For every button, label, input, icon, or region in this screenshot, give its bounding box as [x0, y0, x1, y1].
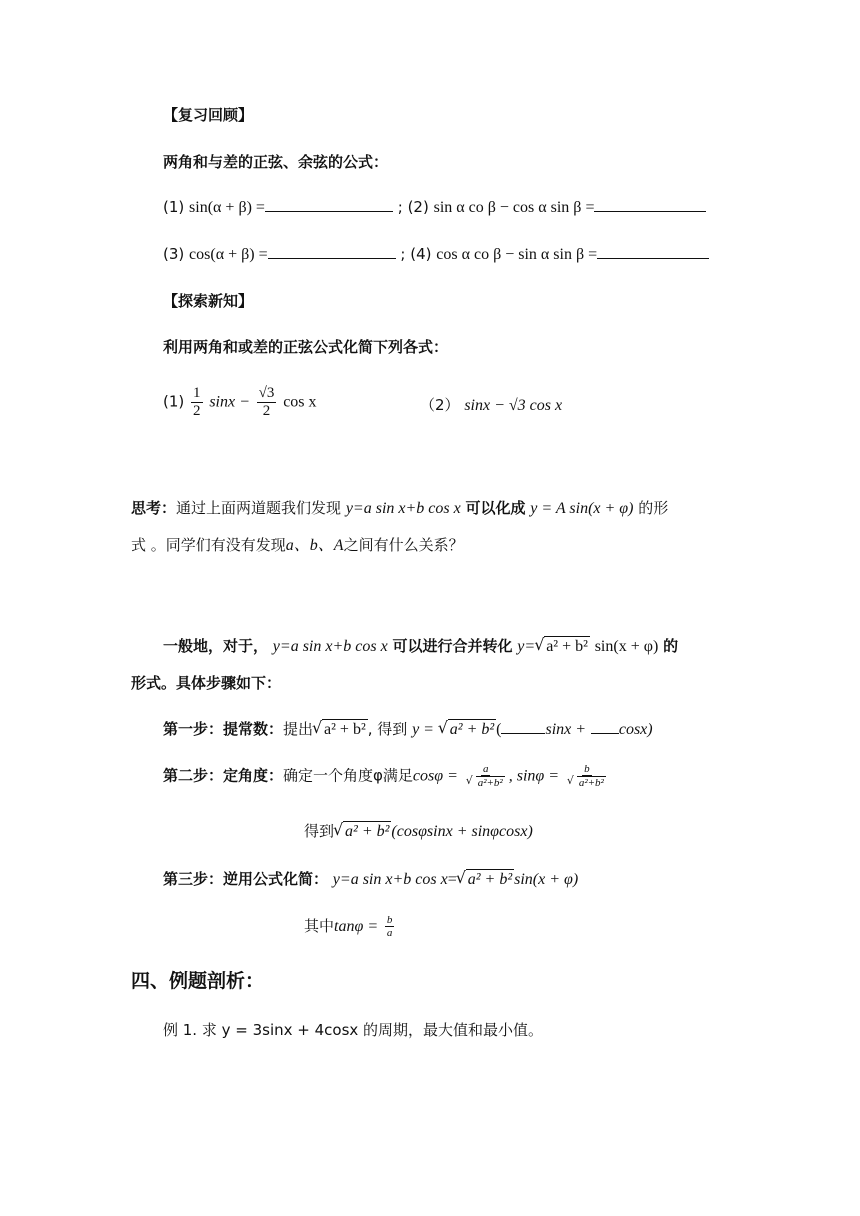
formula-3-expr: cos(α + β) = [189, 246, 268, 263]
review-intro: 两角和与差的正弦、余弦的公式： [163, 153, 389, 171]
sqrt-a2-b2: √ a² + b² [439, 719, 496, 739]
problem-2-label: （2） [420, 396, 460, 414]
general-line-1 [163, 636, 678, 656]
general-expr-2-post: sin(x + φ) [594, 638, 659, 655]
formula-4-blank[interactable] [597, 258, 709, 259]
step-2-result-text: 得到 [304, 822, 335, 840]
fraction-sin: b √ a²+b² [566, 763, 608, 789]
step-3 [163, 869, 578, 889]
formula-2-blank[interactable] [594, 211, 706, 212]
think-text: 可以化成 [465, 499, 526, 517]
problem-1 [163, 385, 317, 419]
think-text: 通过上面两道题我们发现 [176, 499, 342, 517]
step-1-blank-a[interactable] [501, 733, 545, 734]
open-paren: ( [496, 721, 502, 738]
review-heading: 【复习回顾】 [163, 106, 254, 124]
step-2-result [304, 821, 533, 841]
problem-1-end: cos x [283, 393, 317, 411]
step-1-text: 提出 [283, 720, 314, 738]
problem-1-mid: sinx − [209, 393, 250, 411]
step-3-expr-2: sin(x + φ) [514, 871, 579, 888]
think-text: 之间有什么关系？ [343, 536, 464, 554]
step-3-eq: = [447, 871, 457, 888]
general-line-2: 形式。具体步骤如下： [131, 674, 282, 692]
sqrt-a2-b2: √ a² + b² [535, 636, 590, 656]
step-2 [163, 763, 610, 789]
fraction-half: $\frac{1}{2}$ [193, 385, 201, 419]
step-2-sin: , sinφ = [508, 767, 560, 785]
separator: ; [400, 245, 406, 263]
formula-3-blank[interactable] [268, 258, 396, 259]
problem-2 [420, 396, 562, 415]
step-3-label: 第三步：逆用公式化简： [163, 870, 329, 888]
explore-intro: 利用两角和或差的正弦公式化简下列各式： [163, 338, 449, 356]
example-1: 例 1. 求 y = 3sinx + 4cosx 的周期，最大值和最小值。 [163, 1021, 544, 1039]
step-2-text: 确定一个角度φ满足 [283, 766, 413, 785]
think-text: 式 。同学们有没有发现 [131, 536, 286, 554]
step-2-label: 第二步：定角度： [163, 766, 284, 785]
step-2-result-expr: (cosφsinx + sinφcosx) [391, 823, 533, 840]
step-3-tan-text: 其中 [304, 917, 335, 936]
step-1-label: 第一步：提常数： [163, 720, 284, 738]
think-label: 思考： [131, 499, 177, 517]
think-line-1 [131, 499, 668, 518]
sqrt-a2-b2: √ a² + b² [457, 869, 514, 889]
think-line-2 [131, 536, 464, 555]
step-2-cos: cosφ = [412, 767, 458, 785]
step-3-expr: y=a sin x+b cos x [332, 871, 448, 888]
fraction-root3-half: $\frac{√3}{2}$ [258, 385, 275, 419]
step-3-tan [304, 914, 396, 939]
think-text: 的形 [638, 499, 669, 517]
general-text: 一般地，对于， [163, 637, 269, 655]
sqrt-a2-b2: √ a² + b² [313, 719, 368, 739]
sqrt-a2-b2: √ a² + b² [334, 821, 391, 841]
examples-heading: 四、例题剖析： [131, 970, 265, 992]
formula-2-label: (2) [407, 198, 429, 216]
general-expr-2-pre: y= [517, 638, 536, 655]
formula-row-1 [163, 198, 706, 217]
formula-row-2 [163, 245, 709, 264]
formula-2-expr: sin α co β − cos α sin β = [433, 199, 595, 216]
formula-4-expr: cos α co β − sin α sin β = [436, 246, 598, 263]
explore-heading: 【探索新知】 [163, 292, 254, 310]
think-expr-2: y = A sin(x + φ) [530, 500, 634, 517]
step-1-expr: y = [412, 721, 434, 738]
separator: ; [397, 198, 403, 216]
think-expr-1: y=a sin x+b cos x [345, 500, 461, 517]
think-vars: a、b、A [285, 537, 344, 554]
formula-1-expr: sin(α + β) = [189, 199, 265, 216]
step-1-text: , 得到 [367, 720, 408, 738]
formula-1-label: (1) [163, 198, 185, 216]
fraction-b-a: $\frac{b}{a}$ [386, 914, 393, 940]
general-text: 可以进行合并转化 [392, 637, 513, 655]
general-text: 的 [663, 637, 679, 655]
formula-3-label: (3) [163, 245, 185, 263]
problem-2-expr: sinx − √3 cos x [464, 397, 563, 414]
step-1 [163, 719, 653, 739]
step-1-blank-b[interactable] [591, 733, 619, 734]
formula-1-blank[interactable] [265, 211, 393, 212]
step-1-cosx: cosx) [618, 721, 653, 738]
step-1-sinx: sinx + [545, 721, 587, 738]
fraction-cos: a √ a²+b² [465, 763, 507, 789]
general-expr-1: y=a sin x+b cos x [272, 638, 388, 655]
problem-1-label: (1) [163, 392, 185, 411]
formula-4-label: (4) [410, 245, 432, 263]
step-3-tan-expr: tanφ = [334, 918, 379, 936]
